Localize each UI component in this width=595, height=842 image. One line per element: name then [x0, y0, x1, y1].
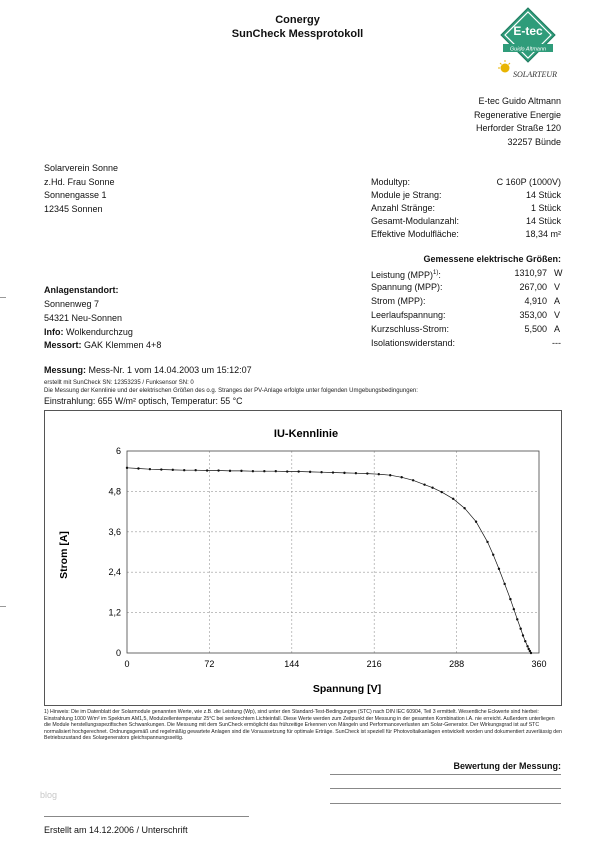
iu-chart: [44, 410, 562, 706]
data-point: [206, 469, 208, 471]
measured-label: Isolationswiderstand:: [371, 338, 456, 348]
y-tick-label: 4,8: [108, 486, 121, 497]
data-point: [522, 634, 524, 636]
data-point: [519, 628, 521, 630]
evaluation-heading: Bewertung der Messung:: [453, 761, 561, 771]
module-info-row: [371, 176, 561, 189]
data-point: [513, 608, 515, 610]
module-info-label: Module je Strang:: [371, 190, 442, 200]
sender-line: 32257 Bünde: [507, 136, 561, 147]
data-point: [297, 470, 299, 472]
measurement-label: Messung:: [44, 365, 87, 375]
sender-line: E-tec Guido Altmann: [478, 96, 561, 106]
company-logo: [495, 6, 571, 86]
measurement-created: erstellt mit SunCheck SN: 12353235 / Funksensor SN: 0: [44, 380, 194, 386]
data-point: [492, 553, 494, 555]
x-tick-label: 360: [531, 659, 547, 669]
recipient-line: 12345 Sonnen: [44, 203, 103, 214]
data-point: [263, 470, 265, 472]
measurement-conditions: Einstrahlung: 655 W/m² optisch, Temperatur: 55 °C: [44, 396, 243, 406]
messort-label: Messort:: [44, 340, 82, 350]
measured-value: ---: [552, 338, 561, 348]
x-tick-label: 288: [449, 659, 465, 669]
module-info-label: Modultyp:: [371, 177, 411, 187]
module-info-row: [371, 228, 561, 241]
measured-row: [371, 309, 561, 322]
site-line: 54321 Neu-Sonnen: [44, 313, 123, 323]
data-point: [355, 472, 357, 474]
data-point: [137, 467, 139, 469]
data-point: [240, 470, 242, 472]
data-point: [217, 469, 219, 471]
measured-row: [371, 295, 561, 308]
data-point: [441, 491, 443, 493]
data-point: [412, 479, 414, 481]
info-label: Info:: [44, 326, 64, 337]
measured-row: [371, 323, 561, 336]
measured-unit: A: [554, 324, 561, 334]
recipient-line: Solarverein Sonne: [44, 163, 119, 173]
measured-label: Leerlaufspannung:: [371, 310, 446, 320]
data-point: [366, 472, 368, 474]
chart-series: [126, 467, 532, 655]
measured-unit: V: [554, 282, 561, 292]
measured-value: 4,910: [524, 296, 547, 306]
sender-line: Regenerative Energie: [473, 109, 561, 120]
data-point: [423, 483, 425, 485]
module-info-label: Anzahl Stränge:: [371, 203, 436, 213]
measured-label: Leistung (MPP)$^{1)}$:: [371, 270, 441, 280]
module-info-value: 18,34 m²: [525, 229, 561, 239]
data-point: [498, 568, 500, 570]
data-point: [286, 470, 288, 472]
x-axis-label: Spannung [V]: [312, 683, 382, 695]
module-info-row: [371, 202, 561, 215]
measured-row: [371, 267, 561, 280]
series-line: [127, 468, 531, 653]
y-axis-label: Strom [A]: [58, 531, 70, 579]
site-block: [44, 284, 294, 353]
data-point: [486, 541, 488, 543]
recipient-line: Sonnengasse 1: [44, 190, 107, 200]
data-point: [463, 507, 465, 509]
site-messort: [44, 339, 294, 353]
data-point: [275, 470, 277, 472]
module-info-value: 14 Stück: [525, 216, 561, 226]
document-title: Conergy: [275, 14, 320, 26]
etec-logo-icon: [495, 6, 571, 86]
module-info-row: [371, 189, 561, 202]
document-subtitle: SunCheck Messprotokoll: [231, 28, 364, 40]
module-info-row: [371, 215, 561, 228]
signature-line: [44, 816, 249, 817]
site-heading: Anlagenstandort:: [44, 285, 119, 295]
solarteur-text: SOLARTEUR: [513, 70, 557, 79]
measured-value: 1310,97: [514, 268, 547, 278]
x-tick-label: 72: [204, 659, 215, 669]
measured-row: [371, 281, 561, 294]
evaluation-line: [330, 788, 561, 789]
module-info-label: Gesamt-Modulanzahl:: [371, 216, 460, 226]
measured-heading: Gemessene elektrische Größen:: [423, 254, 561, 264]
logo-subtext: Guido Altmann: [509, 46, 547, 53]
data-point: [126, 467, 128, 469]
data-point: [452, 498, 454, 500]
data-point: [530, 652, 532, 654]
chart-ticks: [108, 446, 546, 669]
data-point: [524, 640, 526, 642]
y-tick-label: 0: [115, 648, 121, 658]
measured-value: 5,500: [524, 324, 547, 334]
data-point: [431, 486, 433, 488]
data-point: [400, 476, 402, 478]
chart-axes: [127, 451, 539, 653]
chart-title: IU-Kennlinie: [273, 428, 339, 440]
y-tick-label: 3,6: [108, 526, 121, 537]
messort-value: GAK Klemmen 4+8: [84, 340, 162, 350]
sender-address: [361, 95, 561, 149]
module-info-value: C 160P (1000V): [496, 177, 561, 187]
iu-chart-svg: [45, 411, 561, 705]
logo-text: E-tec: [513, 24, 543, 38]
plot-frame: [127, 451, 539, 653]
data-point: [528, 648, 530, 650]
watermark: blog: [40, 790, 58, 800]
fold-mark-bottom: [0, 606, 6, 607]
data-point: [252, 470, 254, 472]
data-point: [343, 472, 345, 474]
data-point: [149, 468, 151, 470]
module-info-value: 1 Stück: [530, 203, 561, 213]
data-point: [332, 471, 334, 473]
measured-label: Strom (MPP):: [371, 296, 426, 306]
module-info-label: Effektive Modulfläche:: [371, 229, 459, 239]
measured-unit: A: [554, 296, 561, 306]
evaluation-line: [330, 774, 561, 775]
data-point: [378, 473, 380, 475]
recipient-address: [44, 162, 244, 216]
site-info: [44, 326, 294, 340]
data-point: [172, 469, 174, 471]
measured-label-text: Leistung (MPP): [371, 270, 434, 280]
y-tick-label: 2,4: [108, 567, 121, 578]
x-tick-label: 144: [284, 659, 300, 669]
measured-value: 267,00: [519, 282, 547, 292]
evaluation-line: [330, 803, 561, 804]
measured-unit: W: [554, 268, 563, 278]
footer-created: Erstellt am 14.12.2006 / Unterschrift: [44, 825, 188, 835]
site-line: Sonnenweg 7: [44, 298, 100, 309]
sender-line: Herforder Straße 120: [475, 123, 561, 133]
data-point: [509, 598, 511, 600]
y-tick-label: 6: [115, 446, 121, 456]
measurement-description: Die Messung der Kennlinie und der elektrischen Größen des o.g. Stranges der PV-Anlage erfolgte unter folgenden Umgebungsbedingungen:: [44, 388, 418, 394]
data-point: [526, 645, 528, 647]
data-point: [503, 583, 505, 585]
info-value: Wolkendurchzug: [66, 326, 133, 337]
y-tick-label: 1,2: [108, 607, 121, 618]
measured-label: Kurzschluss-Strom:: [371, 324, 450, 334]
data-point: [475, 521, 477, 523]
measured-unit: V: [554, 310, 561, 320]
measured-row: [371, 337, 561, 350]
measured-value: 353,00: [519, 310, 547, 320]
module-info-value: 14 Stück: [525, 190, 561, 200]
data-point: [183, 469, 185, 471]
data-point: [160, 468, 162, 470]
measurement-value: Mess-Nr. 1 vom 14.04.2003 um 15:12:07: [88, 365, 252, 375]
footnote: 1) Hinweis: Die im Datenblatt der Solarmodule genannten Werte, wie z.B. die Leistung (Wp), sind unter den Standard-Test-Bedingungen (STC) nach DIN IEC 60904, Teil 3 ermittelt. Wesentliche Eckwerte sind hierbei: Einstrahlung 1000 W/m² im Spektrum AM1,5, Modulzellentemperatur 25°C bei senkrechtem Lichteinfall. Diese Werte werden zum Zeitpunkt der Messung in der gesamten Kombination i.A. nie erreicht. Außerdem unterliegen die Module herstellungsspezifischen Schwankungen. Die Messung mit dem SunCheck ermöglicht das frühzeitige Erkennen von Mängeln und Performanceverlusten am Solar-Generator. Der Wirkungsgrad ist auf STC normalisiert hochgerechnet. Ordnungsgemäß und regelmäßig gewartete Anlagen sind die Voraussetzung für optimale Erträge. SunCheck ist speziell für Photovoltaikanlagen entwickelt worden und dokumentiert zuverlässig den Betriebszustand des Solargenerators gleichspannungsseitig.: [44, 709, 562, 742]
measured-label: Spannung (MPP):: [371, 282, 443, 292]
data-point: [516, 618, 518, 620]
data-point: [529, 650, 531, 652]
fold-mark-top: [0, 297, 6, 298]
chart-grid: [127, 451, 539, 653]
data-point: [389, 474, 391, 476]
data-point: [194, 469, 196, 471]
data-point: [309, 471, 311, 473]
footnote-ref: 1): [433, 270, 439, 276]
data-point: [320, 471, 322, 473]
measurement-line: [44, 364, 564, 378]
data-point: [229, 470, 231, 472]
recipient-line: z.Hd. Frau Sonne: [44, 176, 115, 187]
x-tick-label: 0: [124, 659, 130, 669]
x-tick-label: 216: [366, 659, 382, 669]
